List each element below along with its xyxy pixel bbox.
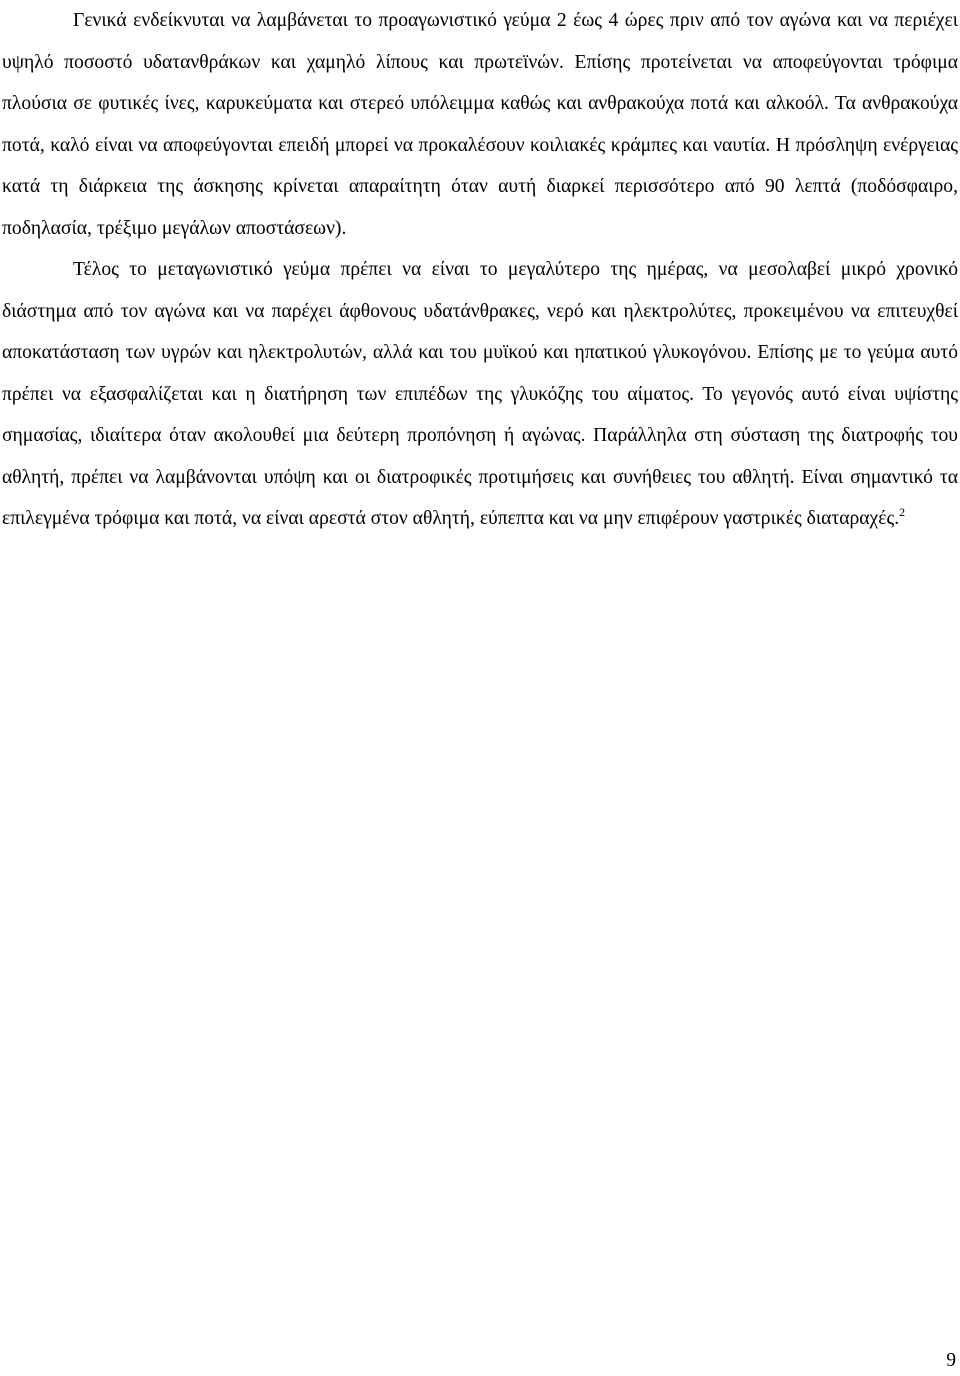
paragraph-text: Τέλος το μεταγωνιστικό γεύμα πρέπει να είναι το μεγαλύτερο της ημέρας, να μεσολαβεί μικρό χρονικό διάστημα από τον αγώνα και να παρέχει άφθονους υδατάνθρακες, νερό και ηλεκτρολύτες, προκειμένου να επιτευχθεί αποκατάσταση των υγρών και ηλεκτρολυτών, αλλά και του μυϊκού και ηπατικού γλυκογόνου. Επίσης με το γεύμα αυτό πρέπει να εξασφαλίζεται και η διατήρηση των επιπέδων της γλυκόζης του αίματος. Το γεγονός αυτό είναι υψίστης σημασίας, ιδιαίτερα όταν ακολουθεί μια δεύτερη προπόνηση ή αγώνας. Παράλληλα στη σύσταση της διατροφής του αθλητή, πρέπει να λαμβάνονται υπόψη και οι διατροφικές προτιμήσεις και συνήθειες του αθλητή. Είναι σημαντικό τα επιλεγμένα τρόφιμα και ποτά, να είναι αρεστά στον αθλητή, εύπεπτα και να μην επιφέρουν γαστρικές διαταραχές. (2, 259, 958, 529)
paragraph-text: Γενικά ενδείκνυται να λαμβάνεται το προαγωνιστικό γεύμα 2 έως 4 ώρες πριν από τον αγώνα και να περιέχει υψηλό ποσοστό υδατανθράκων και χαμηλό λίπους και πρωτεϊνών. Επίσης προτείνεται να αποφεύγονται τρόφιμα πλούσια σε φυτικές ίνες, καρυκεύματα και στερεό υπόλειμμα καθώς και ανθρακούχα ποτά και αλκοόλ. Τα ανθρακούχα ποτά, καλό είναι να αποφεύγονται επειδή μπορεί να προκαλέσουν κοιλιακές κράμπες και ναυτία. Η πρόσληψη ενέργειας κατά τη διάρκεια της άσκησης κρίνεται απαραίτητη όταν αυτή διαρκεί περισσότερο από 90 λεπτά (ποδόσφαιρο, ποδηλασία, τρέξιμο μεγάλων αποστάσεων). (2, 10, 958, 239)
footnote-reference[interactable]: 2 (899, 505, 906, 519)
paragraph-pre-competition-meal (2, 0, 958, 249)
document-body (2, 0, 958, 540)
page-number: 9 (946, 1350, 956, 1371)
paragraph-post-competition-meal (2, 249, 958, 540)
